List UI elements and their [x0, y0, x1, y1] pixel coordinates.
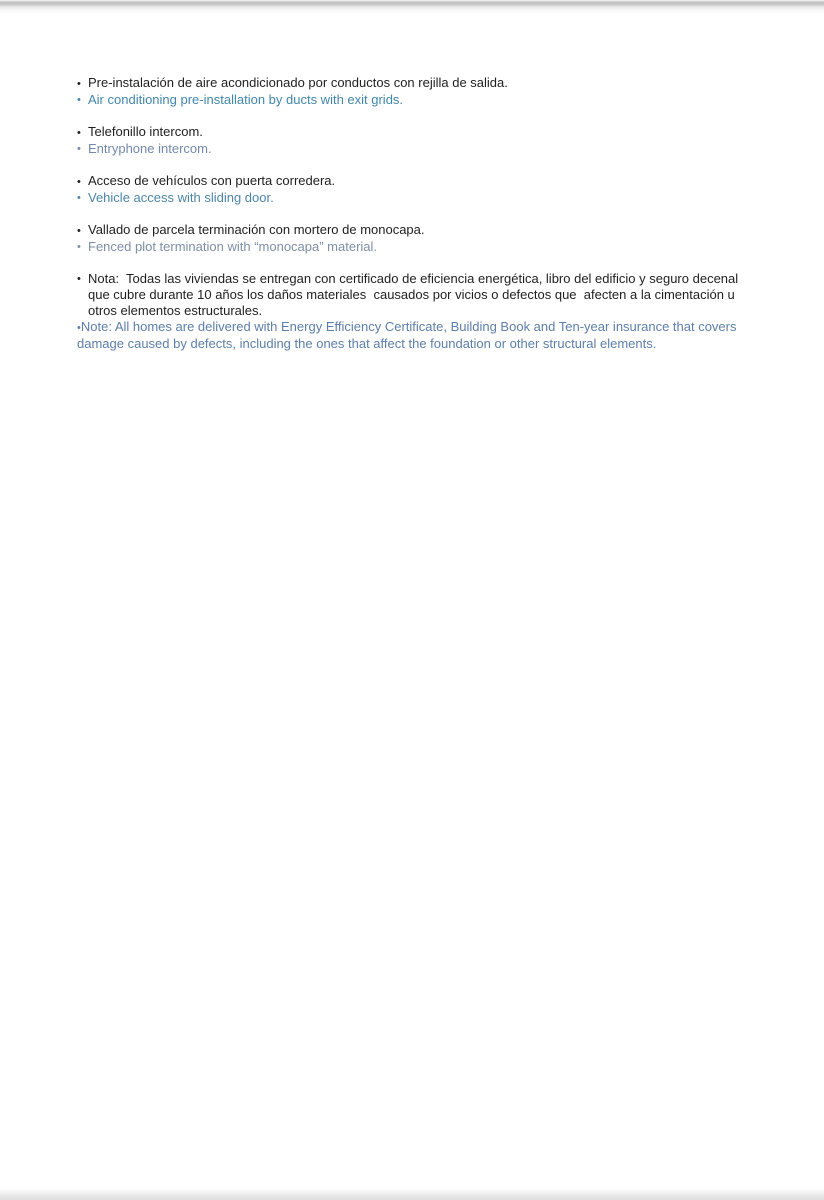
- spec-text-en: Entryphone intercom.: [88, 140, 212, 156]
- bullet-icon: •: [77, 77, 81, 90]
- spec-line-es: [77, 75, 767, 92]
- spec-text-es: Pre-instalación de aire acondicionado por conductos con rejilla de salida.: [88, 75, 508, 90]
- spec-item-intercom: [77, 124, 767, 157]
- bullet-icon: •: [77, 321, 81, 334]
- spec-item-air-conditioning: [77, 75, 767, 108]
- spec-line-en: [77, 141, 767, 158]
- bullet-icon: •: [77, 273, 81, 285]
- note-es-body: Nota: Todas las viviendas se entregan con certificado de eficiencia energética, libro del edificio y seguro decenal que cubre durante 10 años los daños materiales causados por vicios o defectos que afecten a la cimentación u otros elementos estructurales.: [88, 271, 742, 318]
- bullet-icon: •: [77, 94, 81, 106]
- spec-item-vehicle-access: [77, 173, 767, 206]
- bullet-icon: •: [77, 224, 81, 237]
- spec-line-en: [77, 92, 767, 109]
- spec-line-es: [77, 173, 767, 190]
- page-bottom-edge: [0, 1188, 824, 1200]
- spec-list: [77, 75, 767, 352]
- page-top-edge: [0, 0, 824, 14]
- spec-text-en: Fenced plot termination with “monocapa” material.: [88, 238, 378, 254]
- note-block: [77, 271, 767, 352]
- spec-line-es: [77, 222, 767, 239]
- bullet-icon: •: [77, 192, 81, 204]
- note-text-es: [77, 271, 762, 319]
- spec-text-es: Vallado de parcela terminación con mortero de monocapa.: [88, 222, 425, 237]
- spec-item-fenced-plot: [77, 222, 767, 255]
- bullet-icon: •: [77, 126, 81, 139]
- spec-text-es: Telefonillo intercom.: [88, 124, 203, 139]
- bullet-icon: •: [77, 143, 81, 155]
- spec-text-en: Vehicle access with sliding door.: [88, 189, 274, 205]
- bullet-icon: •: [77, 241, 81, 253]
- spec-line-es: [77, 124, 767, 141]
- spec-line-en: [77, 239, 767, 256]
- note-en-body: Note: All homes are delivered with Energy Efficiency Certificate, Building Book and Ten-year insurance that covers damage caused by defects, including the ones that affect the foundation or other structural elements.: [77, 319, 741, 351]
- bullet-icon: •: [77, 175, 81, 188]
- spec-line-en: [77, 190, 767, 207]
- spec-text-en: Air conditioning pre-installation by ducts with exit grids.: [88, 91, 404, 107]
- note-text-en: [77, 319, 745, 352]
- spec-text-es: Acceso de vehículos con puerta corredera.: [88, 173, 336, 188]
